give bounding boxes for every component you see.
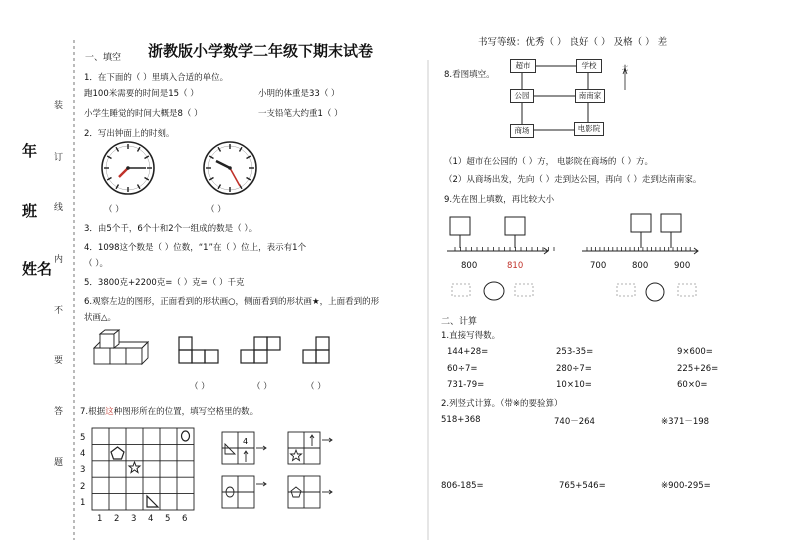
gutter-char: 内 (54, 255, 64, 265)
direct-calc: 225+26= (677, 364, 719, 374)
question-line: 6.观察左边的图形，正面看到的形状画○，侧面看到的形状画★，上面看到的形 (84, 297, 380, 307)
tick-label: 800 (461, 261, 478, 271)
place-supermarket: 超市 (510, 59, 536, 73)
direct-calc: 10×10= (556, 380, 592, 390)
question-line: （1）超市在公园的（ ）方， 电影院在商场的（ ）方。 (444, 157, 654, 167)
vertical-calc: 518+368 (441, 415, 481, 425)
view-answer-blank[interactable]: （ ） (190, 382, 210, 392)
view-answer-blank[interactable]: （ ） (306, 382, 326, 392)
question-line: 3．由5个千，6个十和2个一组成的数是（ ）。 (84, 224, 258, 234)
view-answer-blank[interactable]: （ ） (252, 382, 272, 392)
direct-calc: 60÷7= (447, 364, 478, 374)
grid-row-label: 2 (80, 482, 86, 492)
gutter-char: 订 (54, 153, 64, 163)
north-indicator: 北 (622, 65, 629, 72)
question-prompt: 8.看图填空。 (444, 70, 495, 80)
q7-highlight: 这 (105, 407, 114, 417)
small-grid-number: 4 (243, 437, 249, 446)
place-restaurant: 南南家 (575, 89, 605, 103)
vertical-calc: 740－264 (554, 417, 595, 427)
question-prompt: 1.直接写得数。 (441, 331, 501, 341)
grade-label: 年 (22, 142, 38, 160)
question-prompt: 2．写出钟面上的时刻。 (84, 129, 175, 139)
grid-row-label: 3 (80, 465, 86, 475)
place-park: 公园 (510, 89, 534, 103)
grid-col-label: 3 (131, 514, 137, 524)
direct-calc: 731-79= (447, 380, 485, 390)
grid-row-label: 4 (80, 449, 86, 459)
question-prompt: 2.列竖式计算。（带※的要验算） (441, 399, 563, 409)
vertical-calc: ※371－198 (661, 417, 710, 427)
grid-col-label: 6 (182, 514, 188, 524)
question-line: （2）从商场出发，先向（ ）走到达公园，再向（ ）走到达南南家。 (444, 175, 702, 185)
question-prompt: 9.先在图上填数，再比较大小 (444, 195, 555, 205)
vertical-calc: 765+546= (559, 481, 606, 491)
direct-calc: 144+28= (447, 347, 489, 357)
section-heading: 二、计算 (441, 317, 478, 327)
place-cinema: 电影院 (574, 122, 604, 136)
exam-title: 浙教版小学数学二年级下期末试卷 (148, 42, 374, 60)
q7-post: 种图形所在的位置，填写空格里的数。 (113, 407, 259, 417)
tick-label: 900 (674, 261, 691, 271)
tick-label-highlight: 810 (507, 261, 524, 271)
gutter-char: 不 (54, 306, 64, 316)
question-line: （ ）。 (84, 259, 108, 269)
q7-pre: 7.根据 (80, 407, 106, 417)
name-label: 姓名 (22, 260, 53, 278)
question-line: 状画△。 (84, 313, 117, 323)
gutter-char: 答 (54, 407, 64, 417)
question-line: 5．3800克+2200克=（ ）克=（ ）千克 (84, 278, 245, 288)
question-line: 小学生睡觉的时间大概是8（ ） (84, 109, 203, 119)
class-label: 班 (22, 202, 38, 220)
question-line: 小明的体重是33（ ） (258, 89, 340, 99)
gutter-char: 题 (54, 458, 64, 468)
grading-line: 书写等级：优秀（ ） 良好（ ） 及格（ ） 差 (478, 37, 668, 48)
tick-label: 800 (632, 261, 649, 271)
vertical-calc: ※900-295= (661, 481, 711, 491)
grid-row-label: 1 (80, 498, 86, 508)
clock-answer-blank[interactable]: （ ） (104, 205, 124, 215)
tick-label: 700 (590, 261, 607, 271)
direct-calc: 253-35= (556, 347, 594, 357)
gutter-char: 装 (54, 101, 64, 111)
section-heading: 一、填空 (85, 53, 122, 63)
place-school: 学校 (576, 59, 602, 73)
grid-col-label: 4 (148, 514, 154, 524)
direct-calc: 280÷7= (556, 364, 592, 374)
question-line: 4．1098这个数是（ ）位数，“1”在（ ）位上，表示有1个 (84, 243, 307, 253)
question-line: 跑100米需要的时间是15（ ） (84, 89, 199, 99)
direct-calc: 60×0= (677, 380, 708, 390)
clock-answer-blank[interactable]: （ ） (206, 205, 226, 215)
grid-col-label: 1 (97, 514, 103, 524)
vertical-calc: 806-185= (441, 481, 484, 491)
gutter-char: 要 (54, 356, 64, 366)
grid-col-label: 2 (114, 514, 120, 524)
gutter-char: 线 (54, 203, 64, 213)
question-prompt: 1．在下面的（ ）里填入合适的单位。 (84, 73, 229, 83)
grid-col-label: 5 (165, 514, 171, 524)
grid-row-label: 5 (80, 433, 86, 443)
direct-calc: 9×600= (677, 347, 713, 357)
question-line: 一支铅笔大约重1（ ） (258, 109, 343, 119)
place-mall: 商场 (510, 124, 534, 138)
